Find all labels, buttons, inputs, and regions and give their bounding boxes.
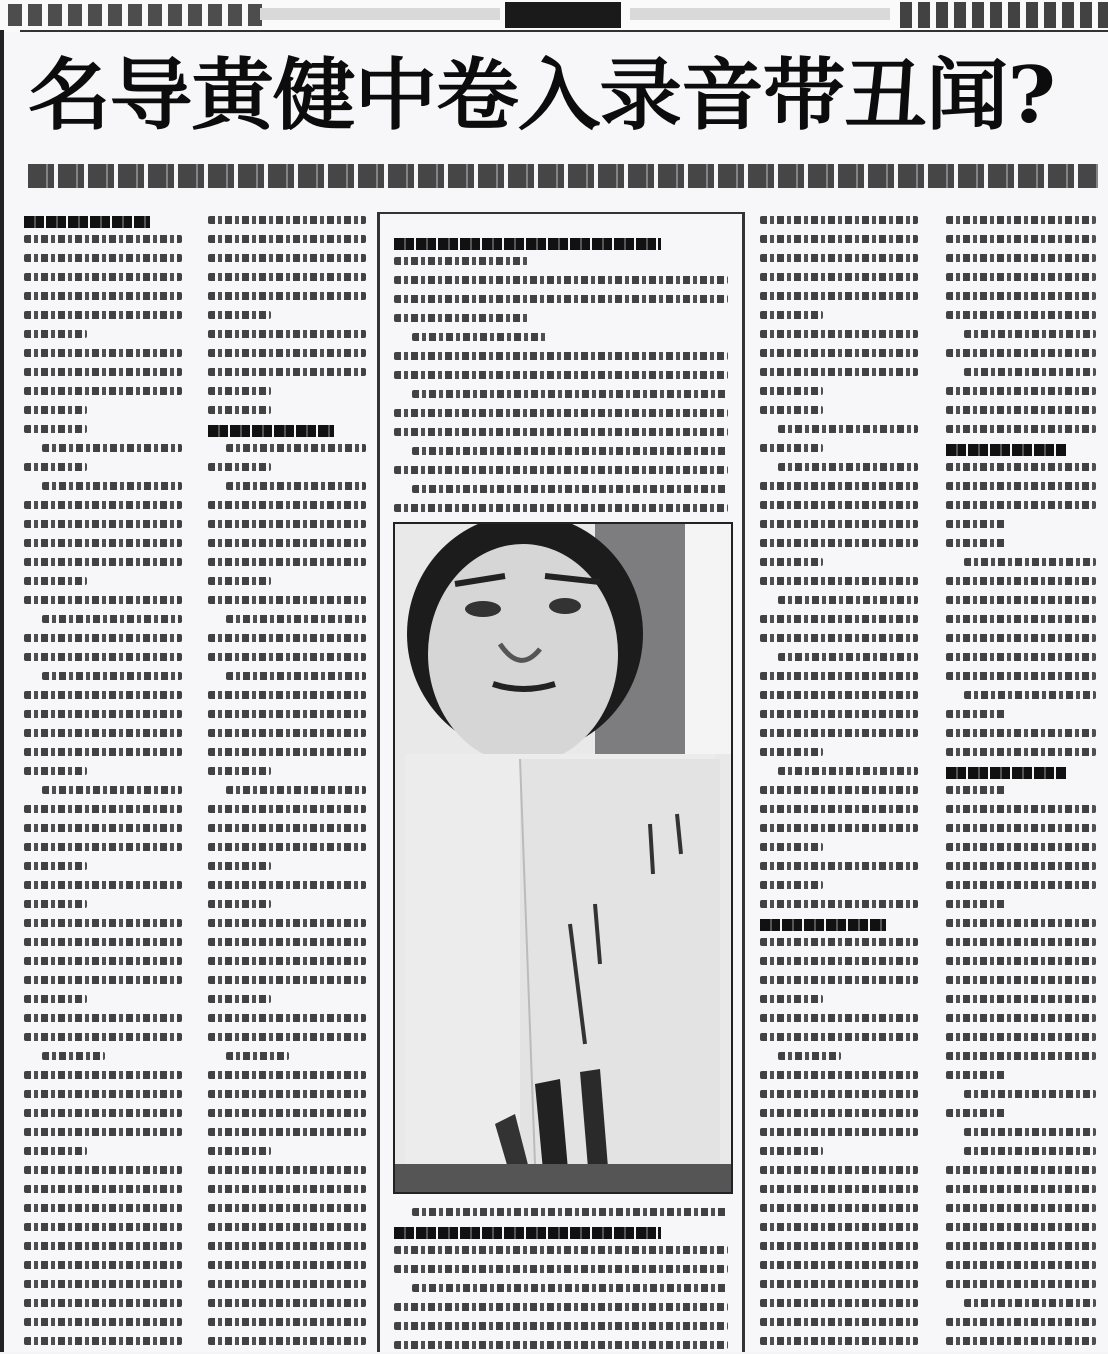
text-line-blurred xyxy=(946,596,1096,604)
text-line-blurred xyxy=(760,539,918,547)
text-line-blurred xyxy=(760,406,823,414)
text-line-blurred xyxy=(760,1299,918,1307)
text-line-blurred xyxy=(42,444,182,452)
text-line-blurred xyxy=(946,1337,1096,1345)
text-line-blurred xyxy=(208,805,366,813)
text-line-blurred xyxy=(42,615,182,623)
text-line-blurred xyxy=(24,1185,182,1193)
text-line-blurred xyxy=(208,406,271,414)
text-line-blurred xyxy=(24,1166,182,1174)
text-line-blurred xyxy=(208,653,366,661)
text-line-blurred xyxy=(24,748,182,756)
text-line-blurred xyxy=(24,881,182,889)
text-line-blurred xyxy=(208,1223,366,1231)
text-line-blurred xyxy=(760,273,918,281)
text-line-blurred xyxy=(42,1052,105,1060)
text-line-blurred xyxy=(24,957,182,965)
section-subhead-blurred xyxy=(24,216,150,228)
text-line-blurred xyxy=(208,463,271,471)
text-line-blurred xyxy=(208,558,366,566)
text-line-blurred xyxy=(760,482,918,490)
text-line-blurred xyxy=(208,539,366,547)
text-line-blurred xyxy=(760,938,918,946)
text-line-blurred xyxy=(208,691,366,699)
text-line-blurred xyxy=(760,292,918,300)
text-line-blurred xyxy=(42,482,182,490)
text-line-blurred xyxy=(24,729,182,737)
text-line-blurred xyxy=(760,995,823,1003)
text-line-blurred xyxy=(760,1185,918,1193)
text-line-blurred xyxy=(208,1109,366,1117)
text-line-blurred xyxy=(760,1204,918,1212)
text-line-blurred xyxy=(208,843,366,851)
text-line-blurred xyxy=(24,805,182,813)
text-line-blurred xyxy=(208,1204,366,1212)
text-line-blurred xyxy=(208,767,271,775)
text-line-blurred xyxy=(946,387,1096,395)
text-line-blurred xyxy=(760,824,918,832)
text-line-blurred xyxy=(946,1204,1096,1212)
page-number-mark xyxy=(8,4,268,26)
text-line-blurred xyxy=(760,349,918,357)
sidebar-text xyxy=(394,234,728,519)
text-line-blurred xyxy=(226,444,366,452)
text-line-blurred xyxy=(946,1052,1096,1060)
section-tag-block xyxy=(505,2,621,28)
text-line-blurred xyxy=(226,1052,289,1060)
text-line-blurred xyxy=(208,596,366,604)
text-line-blurred xyxy=(24,1090,182,1098)
text-line-blurred xyxy=(964,1128,1096,1136)
text-line-blurred xyxy=(226,615,366,623)
text-line-blurred xyxy=(208,1147,271,1155)
text-line-blurred xyxy=(946,938,1096,946)
text-line-blurred xyxy=(412,1208,728,1216)
text-line-blurred xyxy=(24,1242,182,1250)
column-1 xyxy=(24,212,182,1352)
text-line-blurred xyxy=(760,1071,918,1079)
text-line-blurred xyxy=(24,653,182,661)
text-line-blurred xyxy=(24,919,182,927)
text-line-blurred xyxy=(24,539,182,547)
text-line-blurred xyxy=(412,485,728,493)
text-line-blurred xyxy=(208,1128,366,1136)
text-line-blurred xyxy=(946,273,1096,281)
text-line-blurred xyxy=(24,577,87,585)
text-line-blurred xyxy=(24,349,182,357)
text-line-blurred xyxy=(946,672,1096,680)
text-line-blurred xyxy=(946,843,1096,851)
text-line-blurred xyxy=(946,653,1096,661)
header-rule-gray-2 xyxy=(630,8,890,20)
text-line-blurred xyxy=(24,1147,87,1155)
photo-portrait-icon xyxy=(395,524,731,1192)
section-subhead-blurred xyxy=(760,919,886,931)
text-line-blurred xyxy=(760,1242,918,1250)
text-line-blurred xyxy=(208,501,366,509)
text-line-blurred xyxy=(24,900,87,908)
text-line-blurred xyxy=(208,368,366,376)
text-line-blurred xyxy=(24,1128,182,1136)
text-line-blurred xyxy=(24,463,87,471)
text-line-blurred xyxy=(946,311,1096,319)
text-line-blurred xyxy=(394,1265,728,1273)
text-line-blurred xyxy=(946,216,1096,224)
text-line-blurred xyxy=(946,1166,1096,1174)
text-line-blurred xyxy=(760,1280,918,1288)
text-line-blurred xyxy=(208,748,366,756)
text-line-blurred xyxy=(24,387,182,395)
headline: 名导黄健中卷入录音带丑闻? xyxy=(28,50,1055,141)
text-line-blurred xyxy=(946,539,1006,547)
text-line-blurred xyxy=(760,634,918,642)
text-line-blurred xyxy=(946,463,1096,471)
page-left-border xyxy=(0,30,4,1352)
text-line-blurred xyxy=(208,938,366,946)
text-line-blurred xyxy=(946,425,1096,433)
page-header-strip xyxy=(0,0,1108,32)
text-line-blurred xyxy=(208,577,271,585)
text-line-blurred xyxy=(760,558,823,566)
text-line-blurred xyxy=(24,843,182,851)
text-line-blurred xyxy=(760,976,918,984)
column-5 xyxy=(946,212,1096,1352)
text-line-blurred xyxy=(24,273,182,281)
text-line-blurred xyxy=(412,447,728,455)
text-line-blurred xyxy=(24,824,182,832)
text-line-blurred xyxy=(778,653,918,661)
text-line-blurred xyxy=(208,254,366,262)
text-line-blurred xyxy=(946,995,1096,1003)
text-line-blurred xyxy=(24,862,87,870)
text-line-blurred xyxy=(24,406,87,414)
text-line-blurred xyxy=(760,520,918,528)
text-line-blurred xyxy=(778,425,918,433)
text-line-blurred xyxy=(208,1071,366,1079)
text-line-blurred xyxy=(24,710,182,718)
text-line-blurred xyxy=(208,1185,366,1193)
text-line-blurred xyxy=(760,748,823,756)
text-line-blurred xyxy=(208,520,366,528)
text-line-blurred xyxy=(24,1280,182,1288)
text-line-blurred xyxy=(24,767,87,775)
text-line-blurred xyxy=(760,1166,918,1174)
text-line-blurred xyxy=(24,1109,182,1117)
text-line-blurred xyxy=(964,558,1096,566)
text-line-blurred xyxy=(760,330,918,338)
text-line-blurred xyxy=(208,634,366,642)
header-rule xyxy=(20,30,1108,32)
text-line-blurred xyxy=(24,976,182,984)
text-line-blurred xyxy=(760,387,823,395)
text-line-blurred xyxy=(208,349,366,357)
text-line-blurred xyxy=(946,615,1096,623)
text-line-blurred xyxy=(208,976,366,984)
text-line-blurred xyxy=(946,1261,1096,1269)
text-line-blurred xyxy=(42,672,182,680)
section-subhead-blurred xyxy=(394,1227,661,1239)
column-4 xyxy=(760,212,918,1352)
header-rule-gray xyxy=(260,8,500,20)
text-line-blurred xyxy=(208,311,271,319)
text-line-blurred xyxy=(946,1185,1096,1193)
text-line-blurred xyxy=(208,1318,366,1326)
text-line-blurred xyxy=(208,710,366,718)
text-line-blurred xyxy=(760,672,918,680)
text-line-blurred xyxy=(946,805,1096,813)
text-line-blurred xyxy=(208,292,366,300)
text-line-blurred xyxy=(946,1033,1096,1041)
text-line-blurred xyxy=(946,501,1096,509)
text-line-blurred xyxy=(394,466,728,474)
text-line-blurred xyxy=(946,482,1096,490)
text-line-blurred xyxy=(24,292,182,300)
text-line-blurred xyxy=(964,330,1096,338)
text-line-blurred xyxy=(208,900,271,908)
text-line-blurred xyxy=(394,295,728,303)
text-line-blurred xyxy=(24,691,182,699)
text-line-blurred xyxy=(946,919,1096,927)
text-line-blurred xyxy=(760,805,918,813)
text-line-blurred xyxy=(394,371,728,379)
text-line-blurred xyxy=(24,425,87,433)
text-line-blurred xyxy=(24,995,87,1003)
text-line-blurred xyxy=(964,1147,1096,1155)
text-line-blurred xyxy=(394,1322,728,1330)
text-line-blurred xyxy=(24,1071,182,1079)
text-line-blurred xyxy=(394,276,728,284)
text-line-blurred xyxy=(946,406,1096,414)
text-line-blurred xyxy=(24,501,182,509)
column-2 xyxy=(208,212,366,1352)
text-line-blurred xyxy=(946,235,1096,243)
text-line-blurred xyxy=(778,596,918,604)
text-line-blurred xyxy=(760,710,918,718)
text-line-blurred xyxy=(208,387,271,395)
text-line-blurred xyxy=(208,824,366,832)
text-line-blurred xyxy=(208,957,366,965)
section-subhead-blurred xyxy=(208,425,334,437)
text-line-blurred xyxy=(946,1318,1096,1326)
text-line-blurred xyxy=(394,352,728,360)
text-line-blurred xyxy=(208,1299,366,1307)
text-line-blurred xyxy=(760,862,918,870)
text-line-blurred xyxy=(778,1052,841,1060)
text-line-blurred xyxy=(760,1223,918,1231)
text-line-blurred xyxy=(760,368,918,376)
text-line-blurred xyxy=(208,1242,366,1250)
text-line-blurred xyxy=(946,520,1006,528)
text-line-blurred xyxy=(964,1090,1096,1098)
text-line-blurred xyxy=(778,463,918,471)
text-line-blurred xyxy=(394,1341,728,1349)
text-line-blurred xyxy=(394,314,528,322)
text-line-blurred xyxy=(946,748,1096,756)
text-line-blurred xyxy=(760,691,918,699)
text-line-blurred xyxy=(208,1166,366,1174)
text-line-blurred xyxy=(24,254,182,262)
text-line-blurred xyxy=(208,1014,366,1022)
text-line-blurred xyxy=(24,368,182,376)
news-photo xyxy=(393,522,733,1194)
text-line-blurred xyxy=(208,330,366,338)
text-line-blurred xyxy=(760,1090,918,1098)
text-line-blurred xyxy=(208,1280,366,1288)
text-line-blurred xyxy=(208,862,271,870)
text-line-blurred xyxy=(208,1337,366,1345)
text-line-blurred xyxy=(946,577,1096,585)
text-line-blurred xyxy=(394,257,528,265)
text-line-blurred xyxy=(760,501,918,509)
section-subhead-blurred xyxy=(946,444,1066,456)
text-line-blurred xyxy=(946,729,1096,737)
text-line-blurred xyxy=(778,767,918,775)
text-line-blurred xyxy=(208,881,366,889)
text-line-blurred xyxy=(946,1014,1096,1022)
text-line-blurred xyxy=(946,349,1096,357)
sidebar-text-lower xyxy=(394,1204,728,1354)
text-line-blurred xyxy=(760,235,918,243)
text-line-blurred xyxy=(946,786,1006,794)
text-line-blurred xyxy=(208,273,366,281)
text-line-blurred xyxy=(760,843,823,851)
text-line-blurred xyxy=(226,786,366,794)
text-line-blurred xyxy=(208,1261,366,1269)
text-line-blurred xyxy=(412,1284,728,1292)
text-line-blurred xyxy=(412,390,728,398)
text-line-blurred xyxy=(226,672,366,680)
text-line-blurred xyxy=(760,1109,918,1117)
text-line-blurred xyxy=(964,1299,1096,1307)
text-line-blurred xyxy=(760,1337,918,1345)
text-line-blurred xyxy=(24,1223,182,1231)
text-line-blurred xyxy=(24,311,182,319)
text-line-blurred xyxy=(24,235,182,243)
text-line-blurred xyxy=(760,444,823,452)
text-line-blurred xyxy=(760,900,918,908)
text-line-blurred xyxy=(24,330,87,338)
text-line-blurred xyxy=(208,235,366,243)
text-line-blurred xyxy=(24,1299,182,1307)
text-line-blurred xyxy=(24,1204,182,1212)
text-line-blurred xyxy=(24,634,182,642)
text-line-blurred xyxy=(208,729,366,737)
text-line-blurred xyxy=(760,615,918,623)
text-line-blurred xyxy=(946,976,1096,984)
text-line-blurred xyxy=(24,1261,182,1269)
text-line-blurred xyxy=(760,216,918,224)
text-line-blurred xyxy=(760,1147,823,1155)
text-line-blurred xyxy=(946,824,1096,832)
text-line-blurred xyxy=(946,710,1006,718)
text-line-blurred xyxy=(760,1261,918,1269)
text-line-blurred xyxy=(760,786,918,794)
text-line-blurred xyxy=(24,938,182,946)
text-line-blurred xyxy=(394,504,728,512)
text-line-blurred xyxy=(208,995,271,1003)
text-line-blurred xyxy=(24,1337,182,1345)
text-line-blurred xyxy=(24,1014,182,1022)
text-line-blurred xyxy=(946,881,1096,889)
text-line-blurred xyxy=(964,368,1096,376)
text-line-blurred xyxy=(760,1033,918,1041)
text-line-blurred xyxy=(24,1318,182,1326)
text-line-blurred xyxy=(946,1109,1006,1117)
text-line-blurred xyxy=(226,482,366,490)
text-line-blurred xyxy=(946,1071,1006,1079)
text-line-blurred xyxy=(24,596,182,604)
text-line-blurred xyxy=(208,1033,366,1041)
text-line-blurred xyxy=(394,428,728,436)
section-subhead-blurred xyxy=(946,767,1066,779)
text-line-blurred xyxy=(208,919,366,927)
text-line-blurred xyxy=(760,1318,918,1326)
text-line-blurred xyxy=(946,1280,1096,1288)
text-line-blurred xyxy=(946,292,1096,300)
text-line-blurred xyxy=(946,1223,1096,1231)
text-line-blurred xyxy=(946,254,1096,262)
text-line-blurred xyxy=(24,558,182,566)
text-line-blurred xyxy=(208,216,366,224)
text-line-blurred xyxy=(760,1128,918,1136)
text-line-blurred xyxy=(42,786,182,794)
text-line-blurred xyxy=(760,957,918,965)
section-subhead-blurred xyxy=(394,238,661,250)
text-line-blurred xyxy=(24,1033,182,1041)
text-line-blurred xyxy=(394,1303,728,1311)
text-line-blurred xyxy=(394,409,728,417)
sub-headline-blurred xyxy=(28,158,1098,194)
text-line-blurred xyxy=(760,881,823,889)
text-line-blurred xyxy=(760,311,823,319)
text-line-blurred xyxy=(208,1090,366,1098)
text-line-blurred xyxy=(760,729,918,737)
masthead-fragment xyxy=(900,2,1108,28)
text-line-blurred xyxy=(394,1246,728,1254)
text-line-blurred xyxy=(760,577,918,585)
text-line-blurred xyxy=(946,957,1096,965)
text-line-blurred xyxy=(946,900,1006,908)
text-line-blurred xyxy=(946,634,1096,642)
text-line-blurred xyxy=(24,520,182,528)
text-line-blurred xyxy=(760,1014,918,1022)
text-line-blurred xyxy=(946,1242,1096,1250)
text-line-blurred xyxy=(964,691,1096,699)
text-line-blurred xyxy=(412,333,546,341)
text-line-blurred xyxy=(760,254,918,262)
text-line-blurred xyxy=(946,862,1096,870)
